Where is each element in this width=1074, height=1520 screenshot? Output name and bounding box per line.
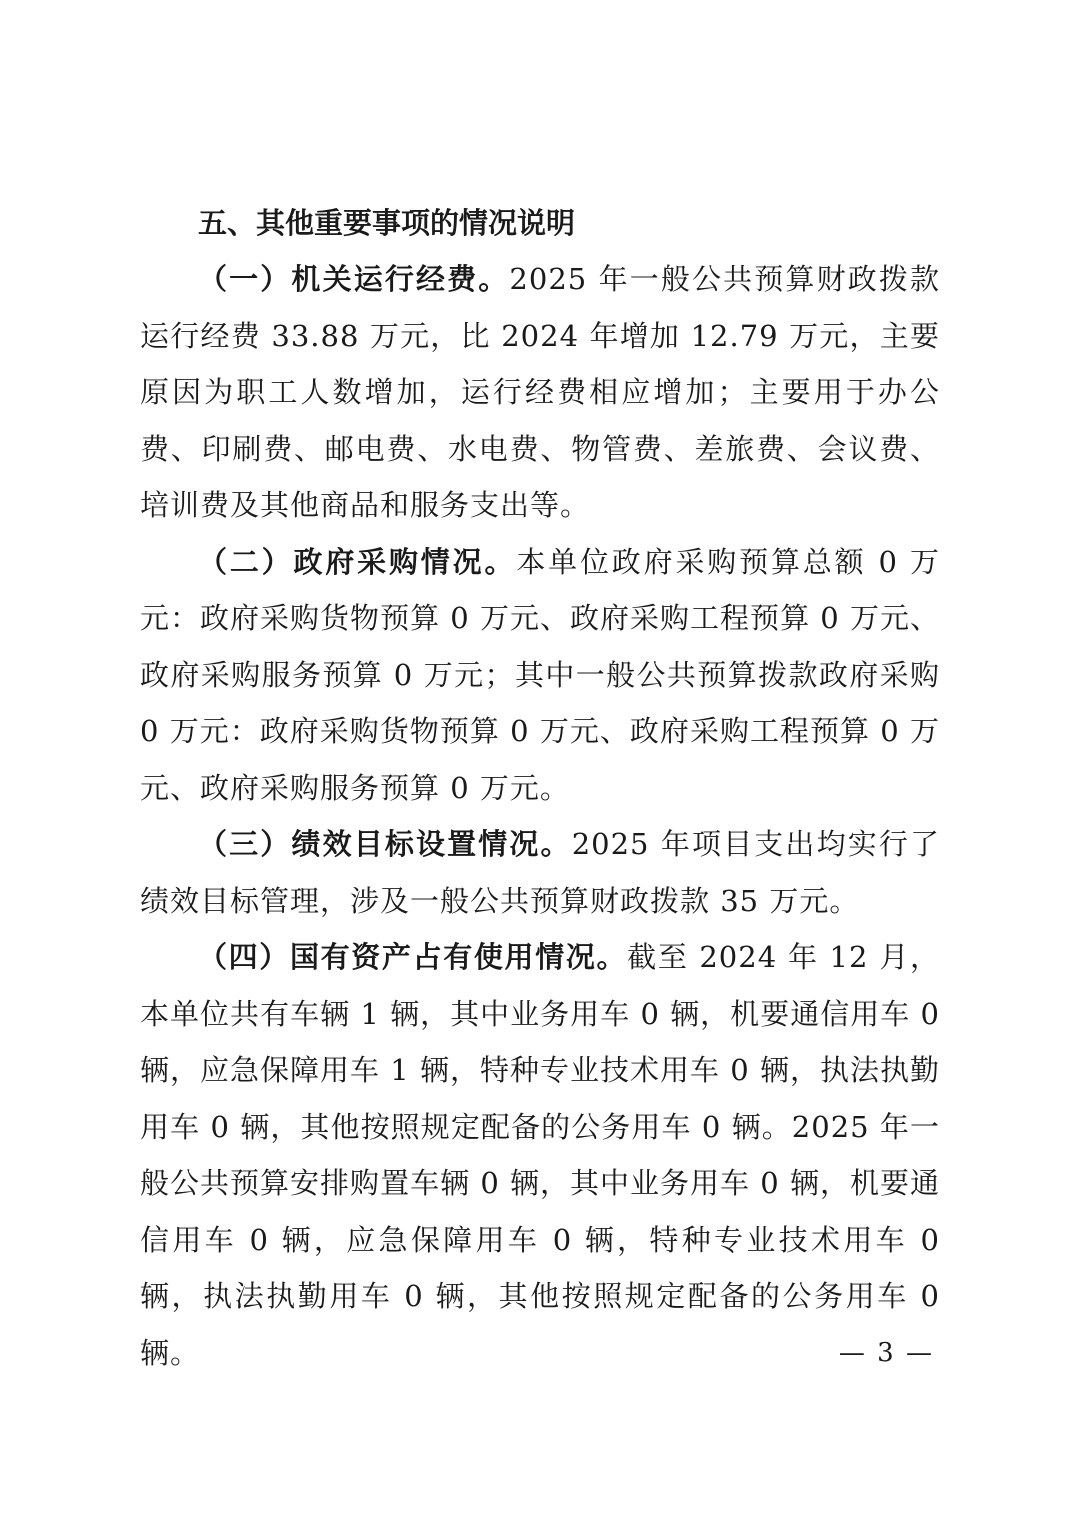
- paragraph-state-assets: [140, 929, 940, 1381]
- subheading-performance-targets: （三）绩效目标设置情况。: [198, 827, 572, 861]
- paragraph-government-procurement: [140, 534, 940, 817]
- section-heading: 五、其他重要事项的情况说明: [198, 206, 576, 240]
- paragraph-body: 2025 年一般公共预算财政拨款运行经费 33.88 万元，比 2024 年增加 12.79 万元，主要原因为职工人数增加，运行经费相应增加；主要用于办公费、印刷费、邮电费、水电费、物管费、差旅费、会议费、培训费及其他商品和服务支出等。: [140, 262, 940, 522]
- paragraph-body: 截至 2024 年 12 月，本单位共有车辆 1 辆，其中业务用车 0 辆，机要通信用车 0 辆，应急保障用车 1 辆，特种专业技术用车 0 辆，执法执勤用车 0 辆，其他按照规定配备的公务用车 0 辆。2025 年一般公共预算安排购置车辆 0 辆，其中业务用车 0 辆，机要通信用车 0 辆，应急保障用车 0 辆，特种专业技术用车 0 辆，执法执勤用车 0 辆，其他按照规定配备的公务用车 0 辆。: [140, 940, 940, 1370]
- page-number: — 3 —: [838, 1338, 934, 1368]
- subheading-state-assets: （四）国有资产占有使用情况。: [198, 940, 628, 974]
- subheading-government-procurement: （二）政府采购情况。: [198, 544, 517, 579]
- document-body: [140, 195, 940, 1381]
- paragraph-office-operating-costs: [140, 251, 940, 534]
- paragraph-body: 本单位政府采购预算总额 0 万元：政府采购货物预算 0 万元、政府采购工程预算 0 万元、政府采购服务预算 0 万元；其中一般公共预算拨款政府采购 0 万元：政府采购货物预算 0 万元、政府采购工程预算 0 万元、政府采购服务预算 0 万元。: [140, 544, 940, 805]
- paragraph-performance-targets: [140, 816, 940, 929]
- paragraph-body: 2025 年项目支出均实行了绩效目标管理，涉及一般公共预算财政拨款 35 万元。: [140, 827, 940, 918]
- subheading-office-operating-costs: （一）机关运行经费。: [198, 262, 510, 296]
